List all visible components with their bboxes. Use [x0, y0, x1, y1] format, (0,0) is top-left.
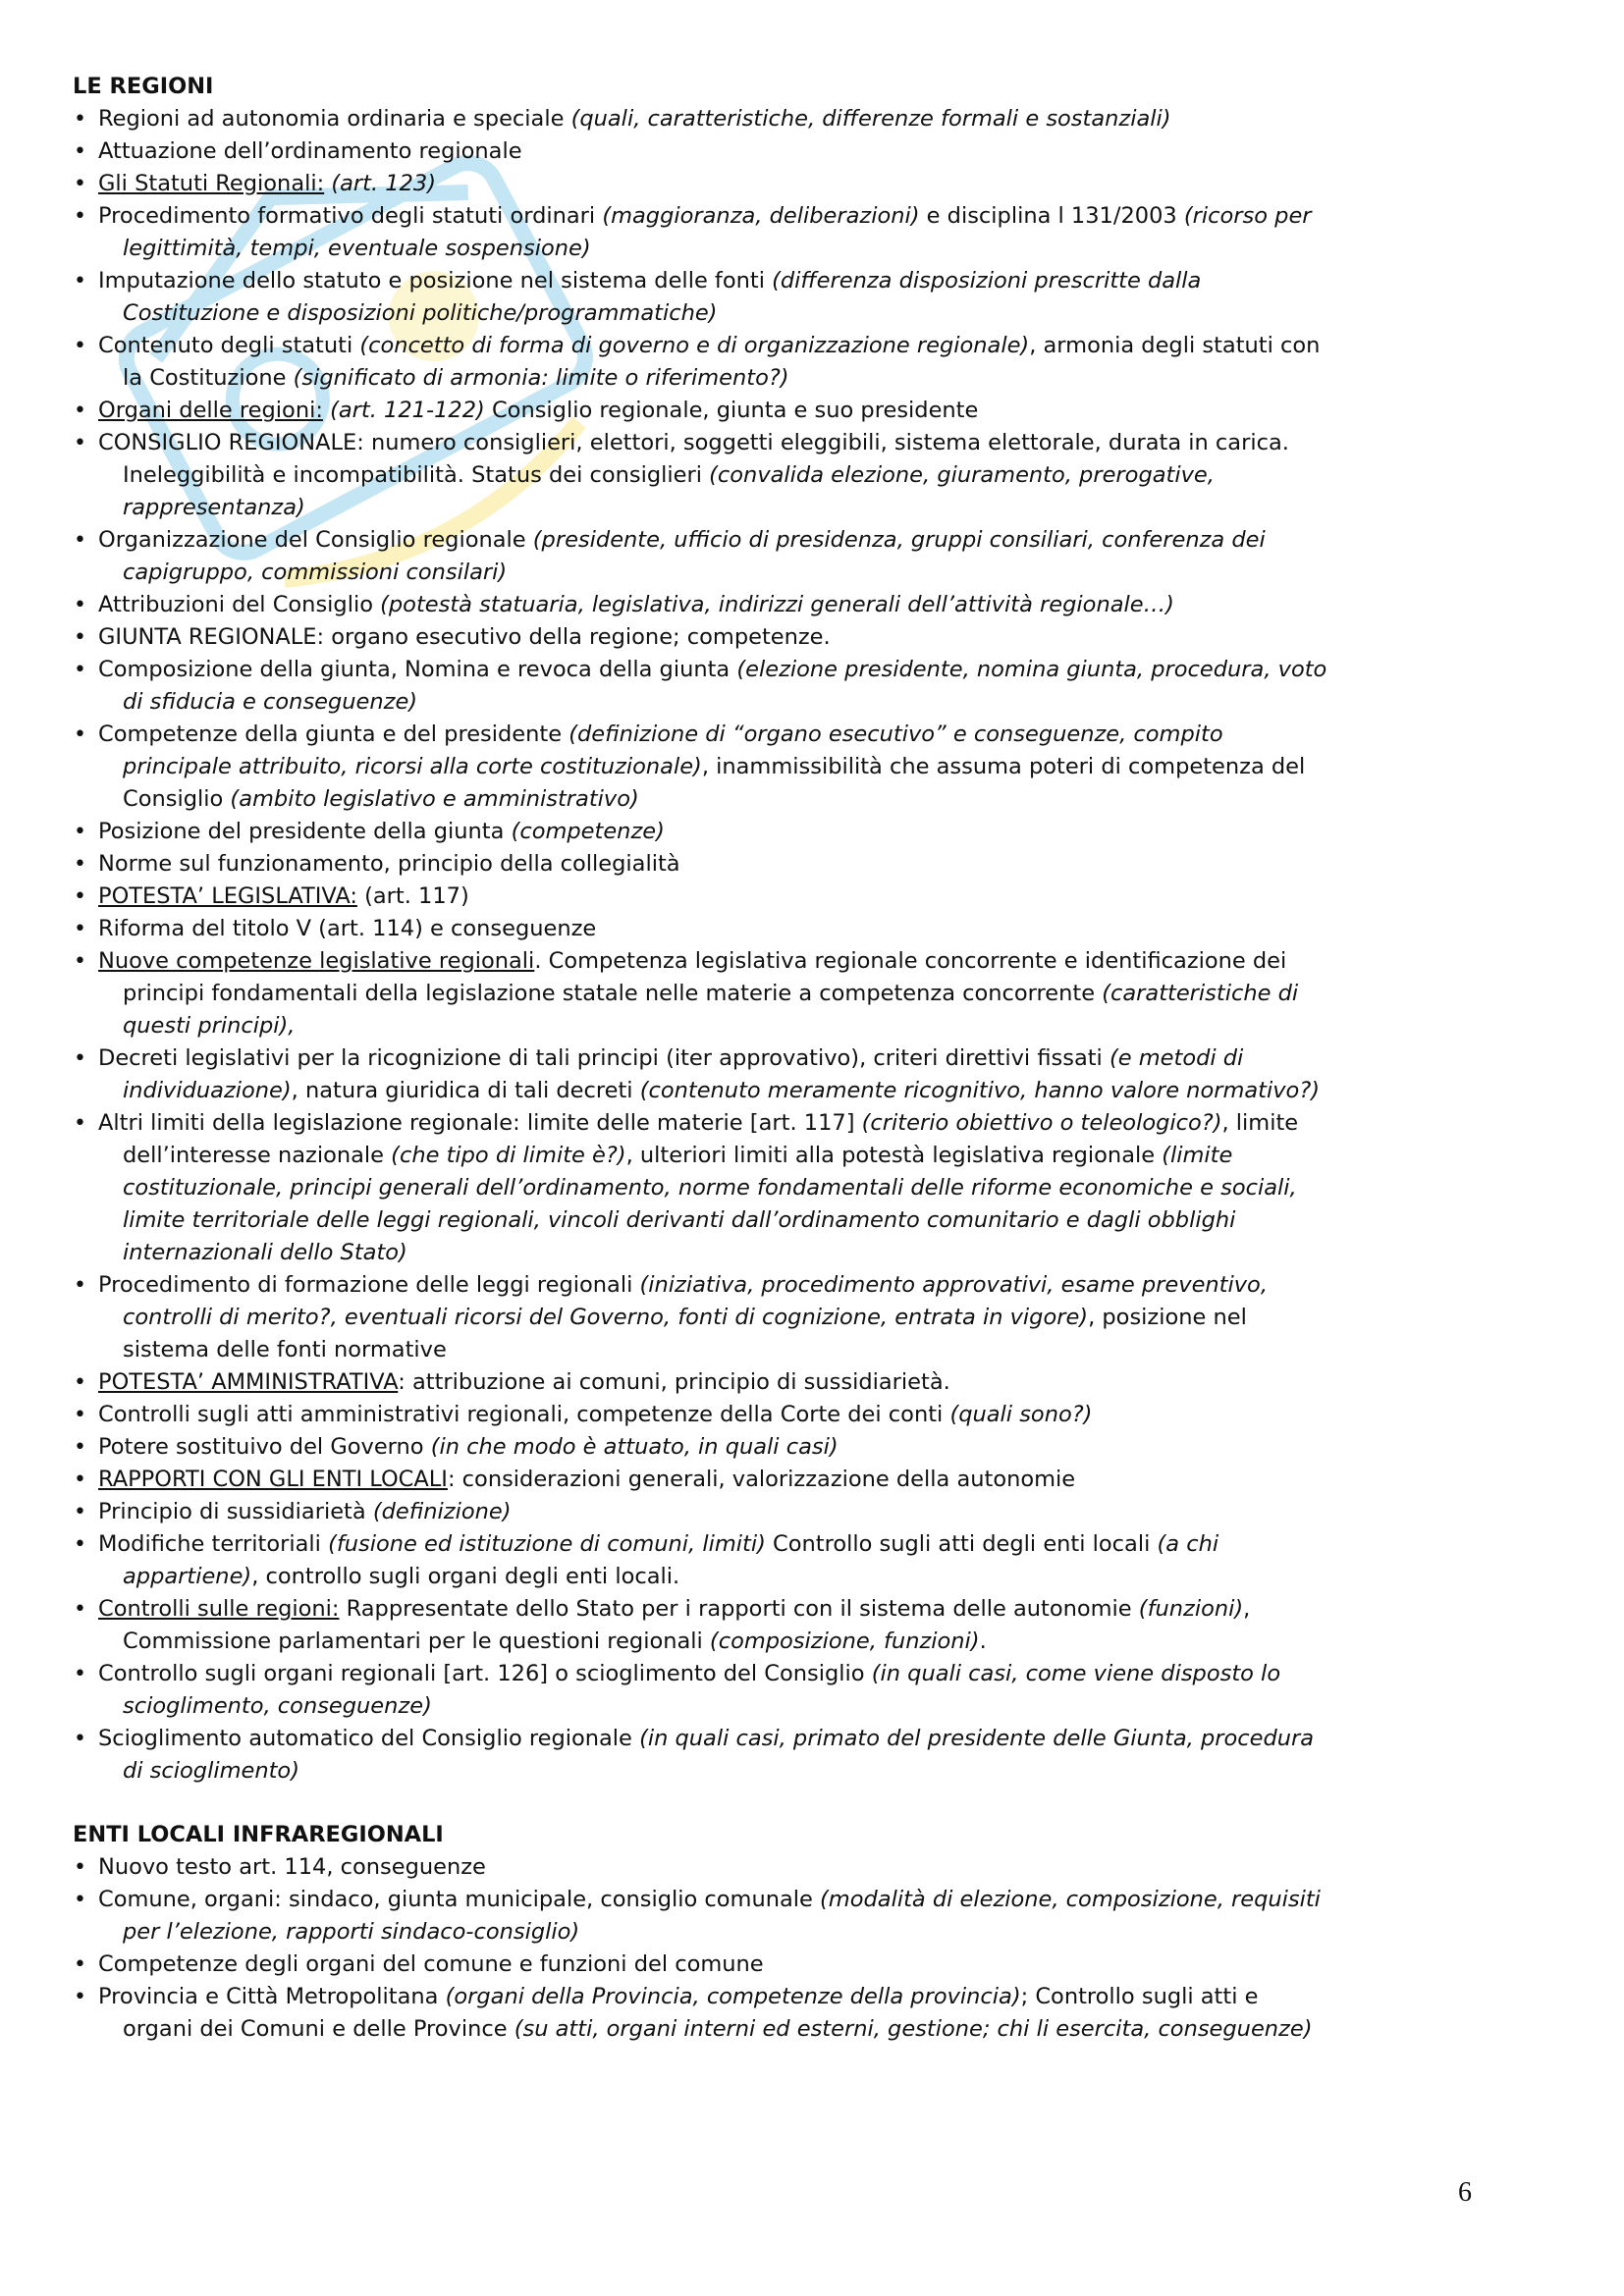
list-item: [73, 330, 1496, 395]
text-run: Controllo sugli atti degli enti locali: [765, 1531, 1158, 1557]
italic-text: (art. 121-122): [330, 398, 485, 423]
list-item: [73, 1496, 1496, 1528]
bullet-list: [73, 1851, 1496, 2046]
list-item-line: [98, 168, 1496, 200]
text-run: , natura giuridica di tali decreti: [291, 1078, 640, 1103]
italic-text: (convalida elezione, giuramento, prerogative,: [709, 462, 1215, 488]
italic-text: questi principi),: [123, 1013, 296, 1039]
italic-text: di sfiducia e conseguenze): [123, 689, 418, 715]
list-item: [73, 265, 1496, 330]
italic-text: (potestà statuaria, legislativa, indirizzi generali dell’attività regionale…): [380, 592, 1174, 617]
italic-text: (elezione presidente, nomina giunta, procedura, voto: [736, 657, 1327, 682]
underlined-text: RAPPORTI CON GLI ENTI LOCALI: [98, 1467, 448, 1492]
list-item-line: [98, 1496, 1496, 1528]
text-run: Modifiche territoriali: [98, 1531, 329, 1557]
list-item-continuation: [98, 492, 1496, 524]
list-item-continuation: [98, 1010, 1496, 1042]
list-item: [73, 589, 1496, 621]
text-run: .: [979, 1629, 987, 1654]
list-item-continuation: [98, 233, 1496, 265]
list-item-line: [98, 265, 1496, 297]
text-run: Attribuzioni del Consiglio: [98, 592, 381, 617]
text-run: ; Controllo sugli atti e: [1020, 1984, 1259, 2009]
text-run: , controllo sugli organi degli enti locali.: [251, 1564, 680, 1589]
list-item: [73, 103, 1496, 135]
italic-text: controlli di merito?, eventuali ricorsi del Governo, fonti di cognizione, entrata in vigore): [123, 1305, 1089, 1330]
list-item: [73, 200, 1496, 265]
underlined-text: Organi delle regioni:: [98, 398, 323, 423]
text-run: Procedimento formativo degli statuti ordinari: [98, 203, 603, 229]
list-item-continuation: [98, 751, 1496, 783]
text-run: Norme sul funzionamento, principio della collegialità: [98, 851, 680, 877]
text-run: Potere sostituivo del Governo: [98, 1434, 431, 1460]
list-item: [73, 1464, 1496, 1496]
text-run: , limite: [1221, 1110, 1299, 1136]
italic-text: (in che modo è attuato, in quali casi): [430, 1434, 839, 1460]
italic-text: appartiene): [123, 1564, 252, 1589]
text-run: Composizione della giunta, Nomina e revoca della giunta: [98, 657, 737, 682]
text-run: , ulteriori limiti alla potestà legislativa regionale: [625, 1143, 1163, 1168]
page-number: 6: [1458, 2177, 1472, 2208]
italic-text: (ambito legislativo e amministrativo): [230, 786, 639, 812]
list-item: [73, 848, 1496, 881]
italic-text: principale attribuito, ricorsi alla corte costituzionale): [123, 754, 702, 779]
list-item-line: [98, 719, 1496, 751]
document-body: [73, 71, 1496, 2046]
list-item-line: [98, 330, 1496, 362]
list-item: [73, 427, 1496, 524]
italic-text: (modalità di elezione, composizione, requisiti: [820, 1887, 1321, 1912]
text-run: , armonia degli statuti con: [1029, 333, 1321, 358]
underlined-text: Controlli sulle regioni:: [98, 1596, 340, 1622]
list-item: [73, 524, 1496, 589]
list-item-line: [98, 200, 1496, 233]
italic-text: (in quali casi, primato del presidente delle Giunta, procedura: [639, 1726, 1315, 1751]
list-item-line: [98, 881, 1496, 913]
list-item: [73, 1593, 1496, 1658]
italic-text: legittimità, tempi, eventuale sospensione): [123, 236, 591, 261]
list-item-continuation: [98, 362, 1496, 395]
italic-text: (limite: [1162, 1143, 1233, 1168]
list-item: [73, 881, 1496, 913]
list-item-line: [98, 1107, 1496, 1140]
text-run: Posizione del presidente della giunta: [98, 819, 512, 844]
italic-text: (criterio obiettivo o teleologico?): [861, 1110, 1222, 1136]
list-item: [73, 719, 1496, 816]
italic-text: (definizione): [372, 1499, 512, 1524]
italic-text: (in quali casi, come viene disposto lo: [871, 1661, 1281, 1686]
text-run: Imputazione dello statuto e posizione nel sistema delle fonti: [98, 268, 773, 294]
italic-text: (caratteristiche di: [1102, 981, 1299, 1006]
list-item-continuation: [98, 1140, 1496, 1172]
text-run: Scioglimento automatico del Consiglio regionale: [98, 1726, 640, 1751]
text-run: Competenze della giunta e del presidente: [98, 721, 569, 747]
text-run: e disciplina l 131/2003: [919, 203, 1184, 229]
text-run: organi dei Comuni e delle Province: [123, 2016, 514, 2042]
text-run: (art. 117): [356, 883, 469, 909]
text-run: [323, 398, 330, 423]
italic-text: internazionali dello Stato): [123, 1240, 407, 1265]
list-item-line: [98, 1366, 1496, 1399]
text-run: Regioni ad autonomia ordinaria e speciale: [98, 106, 571, 132]
text-run: Rappresentate dello Stato per i rapporti con il sistema delle autonomie: [339, 1596, 1139, 1622]
underlined-text: Gli Statuti Regionali:: [98, 171, 325, 196]
italic-text: capigruppo, commissioni consilari): [123, 560, 508, 585]
list-item: [73, 913, 1496, 945]
italic-text: costituzionale, principi generali dell’ordinamento, norme fondamentali delle riforme economiche e sociali,: [123, 1175, 1297, 1201]
list-item-continuation: [98, 783, 1496, 816]
italic-text: Costituzione e disposizioni politiche/programmatiche): [123, 300, 718, 326]
underlined-text: Nuove competenze legislative regionali: [98, 948, 535, 974]
italic-text: (fusione ed istituzione di comuni, limiti): [328, 1531, 766, 1557]
list-item-continuation: [98, 1626, 1496, 1658]
list-item-line: [98, 103, 1496, 135]
text-run: Consiglio: [123, 786, 231, 812]
text-run: . Competenza legislativa regionale concorrente e identificazione dei: [534, 948, 1287, 974]
text-run: Comune, organi: sindaco, giunta municipale, consiglio comunale: [98, 1887, 821, 1912]
list-item: [73, 1658, 1496, 1723]
list-item-line: [98, 654, 1496, 686]
italic-text: (competenze): [511, 819, 665, 844]
text-run: CONSIGLIO REGIONALE: numero consiglieri, elettori, soggetti eleggibili, sistema elettorale, durata in carica.: [98, 430, 1289, 455]
list-item-continuation: [98, 978, 1496, 1010]
italic-text: (organi della Provincia, competenze della provincia): [445, 1984, 1021, 2009]
list-item-line: [98, 524, 1496, 557]
list-item-line: [98, 1658, 1496, 1690]
list-item: [73, 816, 1496, 848]
list-item-continuation: [98, 1916, 1496, 1949]
list-item-line: [98, 1399, 1496, 1431]
section-heading: ENTI LOCALI INFRAREGIONALI: [73, 1822, 444, 1847]
text-run: la Costituzione: [123, 365, 294, 391]
text-run: Riforma del titolo V (art. 114) e conseguenze: [98, 916, 597, 941]
list-item-line: [98, 135, 1496, 168]
list-item: [73, 395, 1496, 427]
italic-text: di scioglimento): [123, 1758, 299, 1784]
list-item: [73, 1269, 1496, 1366]
italic-text: (su atti, organi interni ed esterni, gestione; chi li esercita, conseguenze): [514, 2016, 1313, 2042]
text-run: Competenze degli organi del comune e funzioni del comune: [98, 1951, 764, 1977]
list-item-line: [98, 589, 1496, 621]
italic-text: (maggioranza, deliberazioni): [602, 203, 920, 229]
italic-text: (iniziativa, procedimento approvativi, esame preventivo,: [639, 1272, 1268, 1298]
list-item-line: [98, 1851, 1496, 1884]
list-item-continuation: [98, 1755, 1496, 1788]
list-item-continuation: [98, 2013, 1496, 2046]
text-run: , inammissibilità che assuma poteri di competenza del: [701, 754, 1306, 779]
list-item-line: [98, 848, 1496, 881]
list-item-line: [98, 1981, 1496, 2013]
text-run: , posizione nel: [1088, 1305, 1247, 1330]
italic-text: (funzioni): [1138, 1596, 1244, 1622]
list-item: [73, 1949, 1496, 1981]
text-run: ,: [1243, 1596, 1251, 1622]
list-item: [73, 1042, 1496, 1107]
list-item: [73, 1366, 1496, 1399]
list-item: [73, 135, 1496, 168]
italic-text: (differenza disposizioni prescritte dalla: [772, 268, 1202, 294]
italic-text: (e metodi di: [1109, 1045, 1244, 1071]
list-item-continuation: [98, 297, 1496, 330]
text-run: Principio di sussidiarietà: [98, 1499, 373, 1524]
italic-text: (definizione di “organo esecutivo” e conseguenze, compito: [568, 721, 1223, 747]
list-item-continuation: [98, 1334, 1496, 1366]
list-item: [73, 1431, 1496, 1464]
text-run: Controllo sugli organi regionali [art. 126] o scioglimento del Consiglio: [98, 1661, 872, 1686]
list-item-line: [98, 1723, 1496, 1755]
italic-text: (ricorso per: [1183, 203, 1312, 229]
list-item-line: [98, 427, 1496, 459]
list-item-continuation: [98, 686, 1496, 719]
italic-text: (presidente, ufficio di presidenza, gruppi consiliari, conferenza dei: [532, 527, 1266, 553]
text-run: Consiglio regionale, giunta e suo presidente: [484, 398, 979, 423]
list-item-continuation: [98, 557, 1496, 589]
document-page: [73, 71, 1496, 2046]
underlined-text: POTESTA’ LEGISLATIVA:: [98, 883, 357, 909]
list-item-continuation: [98, 1302, 1496, 1334]
list-item-line: [98, 1593, 1496, 1626]
bullet-list: [73, 103, 1496, 1788]
list-item: [73, 1884, 1496, 1949]
italic-text: scioglimento, conseguenze): [123, 1693, 432, 1719]
text-run: : considerazioni generali, valorizzazione della autonomie: [447, 1467, 1076, 1492]
text-run: Commissione parlamentari per le questioni regionali: [123, 1629, 710, 1654]
list-item-line: [98, 1269, 1496, 1302]
list-item: [73, 1981, 1496, 2046]
italic-text: per l’elezione, rapporti sindaco-consiglio): [123, 1919, 580, 1945]
list-item-line: [98, 1464, 1496, 1496]
text-run: GIUNTA REGIONALE: organo esecutivo della regione; competenze.: [98, 624, 831, 650]
list-item-line: [98, 1042, 1496, 1075]
list-item: [73, 945, 1496, 1042]
list-item: [73, 168, 1496, 200]
text-run: Procedimento di formazione delle leggi regionali: [98, 1272, 640, 1298]
list-item-line: [98, 1884, 1496, 1916]
text-run: sistema delle fonti normative: [123, 1337, 447, 1362]
text-run: Ineleggibilità e incompatibilità. Status dei consiglieri: [123, 462, 710, 488]
text-run: dell’interesse nazionale: [123, 1143, 392, 1168]
list-item: [73, 1851, 1496, 1884]
text-run: Organizzazione del Consiglio regionale: [98, 527, 533, 553]
text-run: Contenuto degli statuti: [98, 333, 360, 358]
italic-text: (che tipo di limite è?): [391, 1143, 626, 1168]
italic-text: (contenuto meramente ricognitivo, hanno valore normativo?): [639, 1078, 1321, 1103]
list-item-continuation: [98, 459, 1496, 492]
italic-text: (composizione, funzioni): [709, 1629, 980, 1654]
italic-text: (a chi: [1157, 1531, 1219, 1557]
list-item-continuation: [98, 1561, 1496, 1593]
text-run: Nuovo testo art. 114, conseguenze: [98, 1854, 486, 1880]
list-item-continuation: [98, 1237, 1496, 1269]
list-item: [73, 654, 1496, 719]
section-heading: LE REGIONI: [73, 74, 214, 99]
italic-text: (art. 123): [331, 171, 437, 196]
text-run: : attribuzione ai comuni, principio di sussidiarietà.: [398, 1369, 950, 1395]
italic-text: individuazione): [123, 1078, 292, 1103]
list-item-line: [98, 621, 1496, 654]
list-item-line: [98, 395, 1496, 427]
list-item-line: [98, 1431, 1496, 1464]
italic-text: (concetto di forma di governo e di organizzazione regionale): [359, 333, 1030, 358]
list-item-continuation: [98, 1690, 1496, 1723]
list-item: [73, 621, 1496, 654]
list-item-line: [98, 945, 1496, 978]
list-item: [73, 1528, 1496, 1593]
italic-text: (quali, caratteristiche, differenze formali e sostanziali): [570, 106, 1171, 132]
text-run: principi fondamentali della legislazione statale nelle materie a competenza concorrente: [123, 981, 1103, 1006]
text-run: Altri limiti della legislazione regionale: limite delle materie [art. 117]: [98, 1110, 862, 1136]
list-item-line: [98, 1949, 1496, 1981]
list-item: [73, 1399, 1496, 1431]
text-run: Attuazione dell’ordinamento regionale: [98, 138, 522, 164]
italic-text: rappresentanza): [123, 495, 305, 520]
list-item: [73, 1107, 1496, 1269]
text-run: Provincia e Città Metropolitana: [98, 1984, 446, 2009]
list-item-continuation: [98, 1172, 1496, 1204]
list-item: [73, 1723, 1496, 1788]
list-item-line: [98, 913, 1496, 945]
text-run: Controlli sugli atti amministrativi regionali, competenze della Corte dei conti: [98, 1402, 950, 1427]
list-item-continuation: [98, 1204, 1496, 1237]
underlined-text: POTESTA’ AMMINISTRATIVA: [98, 1369, 399, 1395]
list-item-line: [98, 816, 1496, 848]
list-item-line: [98, 1528, 1496, 1561]
italic-text: (significato di armonia: limite o riferimento?): [293, 365, 789, 391]
text-run: Decreti legislativi per la ricognizione di tali principi (iter approvativo), criteri direttivi fissati: [98, 1045, 1110, 1071]
italic-text: (quali sono?): [949, 1402, 1093, 1427]
list-item-continuation: [98, 1075, 1496, 1107]
italic-text: limite territoriale delle leggi regionali, vincoli derivanti dall’ordinamento comunitario e dagli obblighi: [123, 1207, 1236, 1233]
